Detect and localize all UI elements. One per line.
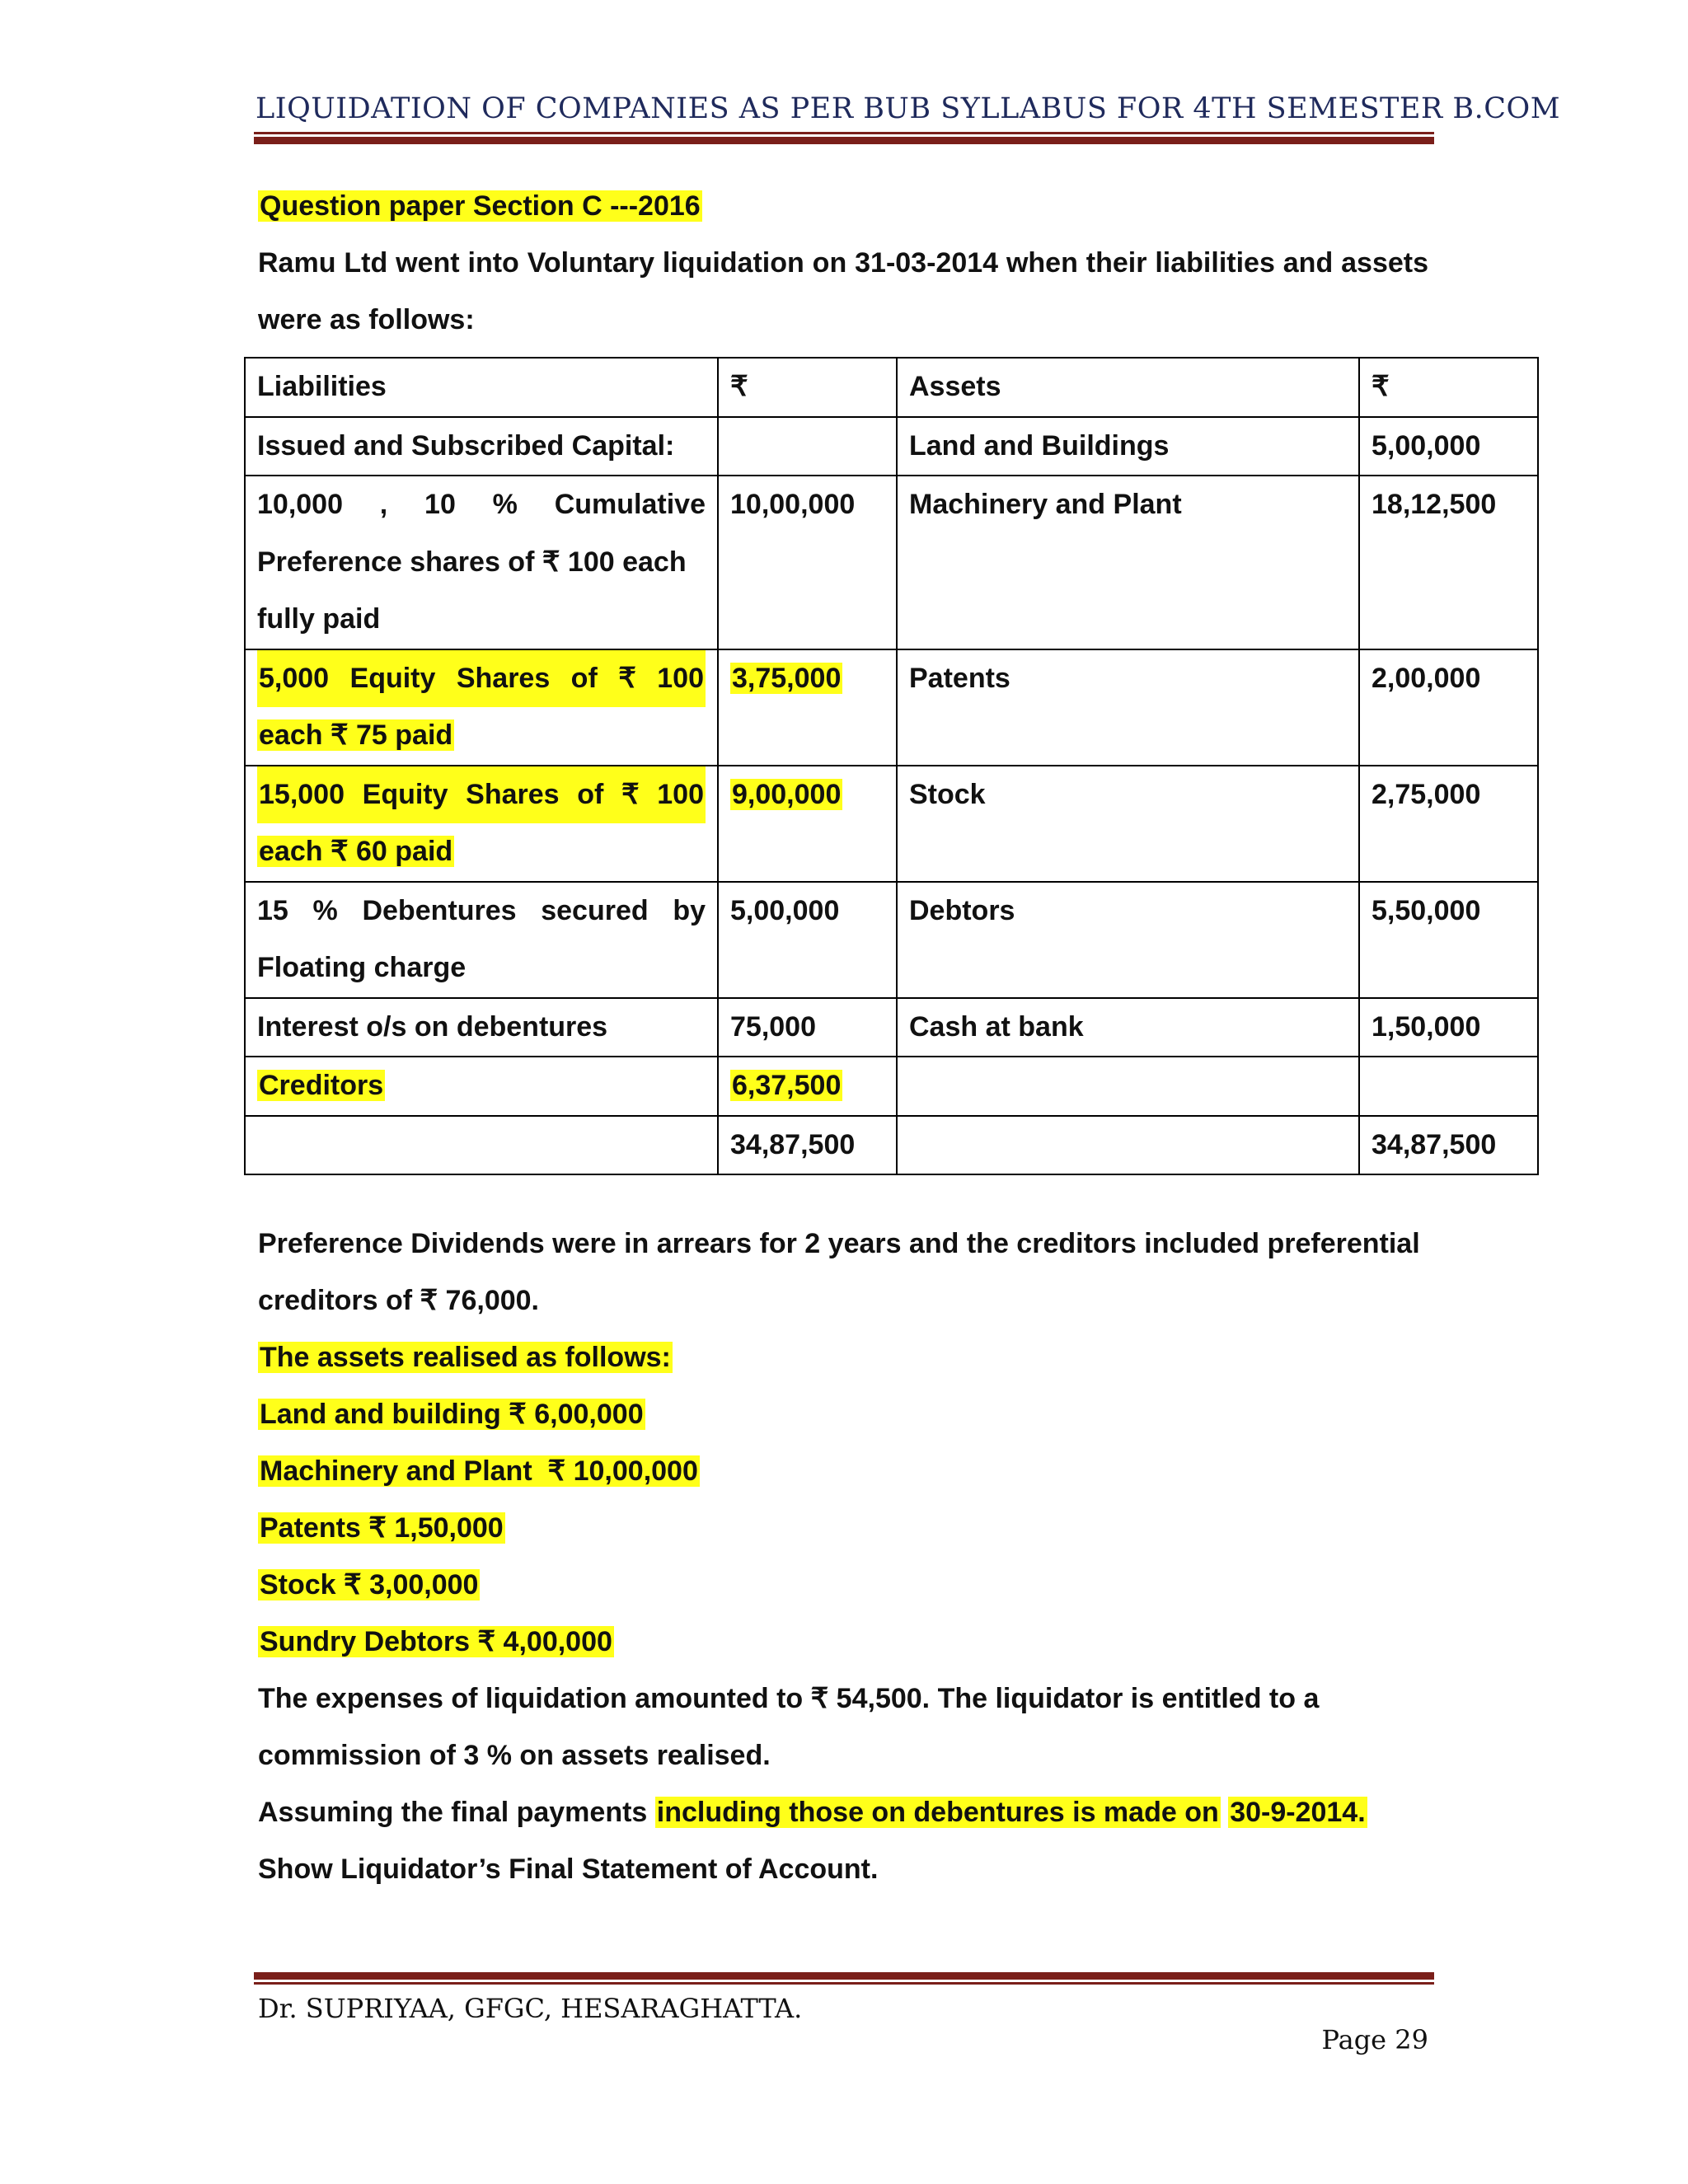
page-header-title: LIQUIDATION OF COMPANIES AS PER BUB SYLLABUS FOR 4TH SEMESTER B.COM (256, 92, 1561, 125)
preference-note-line-1: Preference Dividends were in arrears for 2 years and the creditors included preferential (258, 1228, 1420, 1259)
liability-line: 5,000 Equity Shares of ₹ 100 (257, 650, 706, 708)
header-liabilities: Liabilities (245, 358, 718, 417)
liability-line: Preference shares of ₹ 100 each (257, 546, 687, 578)
asset-total-cell: 34,87,500 (1359, 1116, 1538, 1175)
liability-cell: Interest o/s on debentures (245, 998, 718, 1057)
footer-author: Dr. SUPRIYAA, GFGC, HESARAGHATTA. (258, 1993, 803, 2024)
footer-rule-thin (254, 1982, 1434, 1985)
realised-item-text: Land and building ₹ 6,00,000 (260, 1399, 644, 1430)
balance-sheet-table (244, 357, 1539, 1175)
liability-total-cell: 34,87,500 (718, 1116, 897, 1175)
asset-cell: Cash at bank (897, 998, 1359, 1057)
final-payment-line (258, 1796, 1367, 1829)
realised-item-text: Sundry Debtors ₹ 4,00,000 (260, 1626, 612, 1657)
realised-item (258, 1625, 614, 1658)
realised-item (258, 1398, 645, 1431)
final-payment-highlight-1: including those on debentures is made on (656, 1797, 1219, 1828)
liability-line: 15 % Debentures secured by (257, 894, 706, 926)
asset-cell: Stock (897, 766, 1359, 882)
liability-amount-cell (718, 649, 897, 766)
liability-line: each ₹ 75 paid (259, 719, 453, 751)
liability-cell (245, 476, 718, 649)
realised-item-text: Patents ₹ 1,50,000 (260, 1512, 504, 1544)
table-row (245, 766, 1538, 882)
liability-cell: Issued and Subscribed Capital: (245, 417, 718, 476)
final-payment-prefix: Assuming the final payments (258, 1797, 655, 1828)
table-header-row (245, 358, 1538, 417)
asset-cell: Debtors (897, 882, 1359, 998)
liability-amount-cell (718, 1057, 897, 1116)
liability-amount-cell (718, 766, 897, 882)
expenses-line-1: The expenses of liquidation amounted to ₹ 54,500. The liquidator is entitled to a (258, 1683, 1320, 1714)
footer-page-number: Page 29 (1321, 2024, 1428, 2055)
liability-amount: 9,00,000 (732, 778, 842, 810)
liability-amount-cell: 10,00,000 (718, 476, 897, 649)
liability-cell (245, 882, 718, 998)
footer-rule-thick (254, 1972, 1434, 1980)
header-amount-1: ₹ (718, 358, 897, 417)
asset-amount-cell: 1,50,000 (1359, 998, 1538, 1057)
asset-cell (897, 1057, 1359, 1116)
header-amount-2: ₹ (1359, 358, 1538, 417)
final-payment-date: 30-9-2014. (1230, 1797, 1366, 1828)
asset-amount-cell: 5,00,000 (1359, 417, 1538, 476)
table-total-row (245, 1116, 1538, 1175)
liability-line: 10,000 , 10 % Cumulative (257, 489, 706, 520)
asset-amount-cell (1359, 1057, 1538, 1116)
table-row (245, 476, 1538, 649)
realised-heading-text: The assets realised as follows: (260, 1342, 671, 1373)
liability-cell (245, 1116, 718, 1175)
preference-note-line-2: creditors of ₹ 76,000. (258, 1285, 539, 1316)
table-row (245, 882, 1538, 998)
show-statement-line: Show Liquidator’s Final Statement of Account. (258, 1854, 879, 1885)
realised-item (258, 1511, 505, 1544)
asset-amount-cell: 5,50,000 (1359, 882, 1538, 998)
intro-line-2: were as follows: (258, 304, 475, 335)
header-rule-thin (254, 132, 1434, 134)
asset-amount-cell: 2,00,000 (1359, 649, 1538, 766)
asset-cell (897, 1116, 1359, 1175)
liability-amount: 3,75,000 (732, 662, 842, 694)
question-heading-text: Question paper Section C ---2016 (260, 190, 701, 222)
asset-amount-cell: 18,12,500 (1359, 476, 1538, 649)
liability-line: fully paid (257, 603, 381, 635)
realised-item (258, 1568, 480, 1601)
liability-cell (245, 766, 718, 882)
asset-cell: Land and Buildings (897, 417, 1359, 476)
intro-line-1: Ramu Ltd went into Voluntary liquidation on 31-03-2014 when their liabilities and assets (258, 247, 1428, 279)
question-heading (258, 190, 702, 223)
liability-amount-cell: 75,000 (718, 998, 897, 1057)
realised-item-text: Machinery and Plant ₹ 10,00,000 (260, 1455, 698, 1487)
liability-cell (245, 649, 718, 766)
realised-item-text: Stock ₹ 3,00,000 (260, 1569, 479, 1601)
liability-text: Creditors (259, 1070, 384, 1101)
table-row (245, 649, 1538, 766)
liability-line: 15,000 Equity Shares of ₹ 100 (257, 766, 706, 824)
table-row (245, 417, 1538, 476)
liability-amount: 6,37,500 (732, 1070, 842, 1101)
liability-line: each ₹ 60 paid (259, 836, 453, 867)
table-row (245, 998, 1538, 1057)
asset-amount-cell: 2,75,000 (1359, 766, 1538, 882)
table-row (245, 1057, 1538, 1116)
asset-cell: Machinery and Plant (897, 476, 1359, 649)
header-assets: Assets (897, 358, 1359, 417)
header-rule-thick (254, 137, 1434, 144)
liability-amount-cell (718, 417, 897, 476)
liability-amount-cell: 5,00,000 (718, 882, 897, 998)
liability-cell (245, 1057, 718, 1116)
asset-cell: Patents (897, 649, 1359, 766)
realised-heading (258, 1341, 673, 1374)
liability-line: Floating charge (257, 952, 467, 983)
realised-item (258, 1455, 700, 1488)
expenses-line-2: commission of 3 % on assets realised. (258, 1740, 771, 1771)
